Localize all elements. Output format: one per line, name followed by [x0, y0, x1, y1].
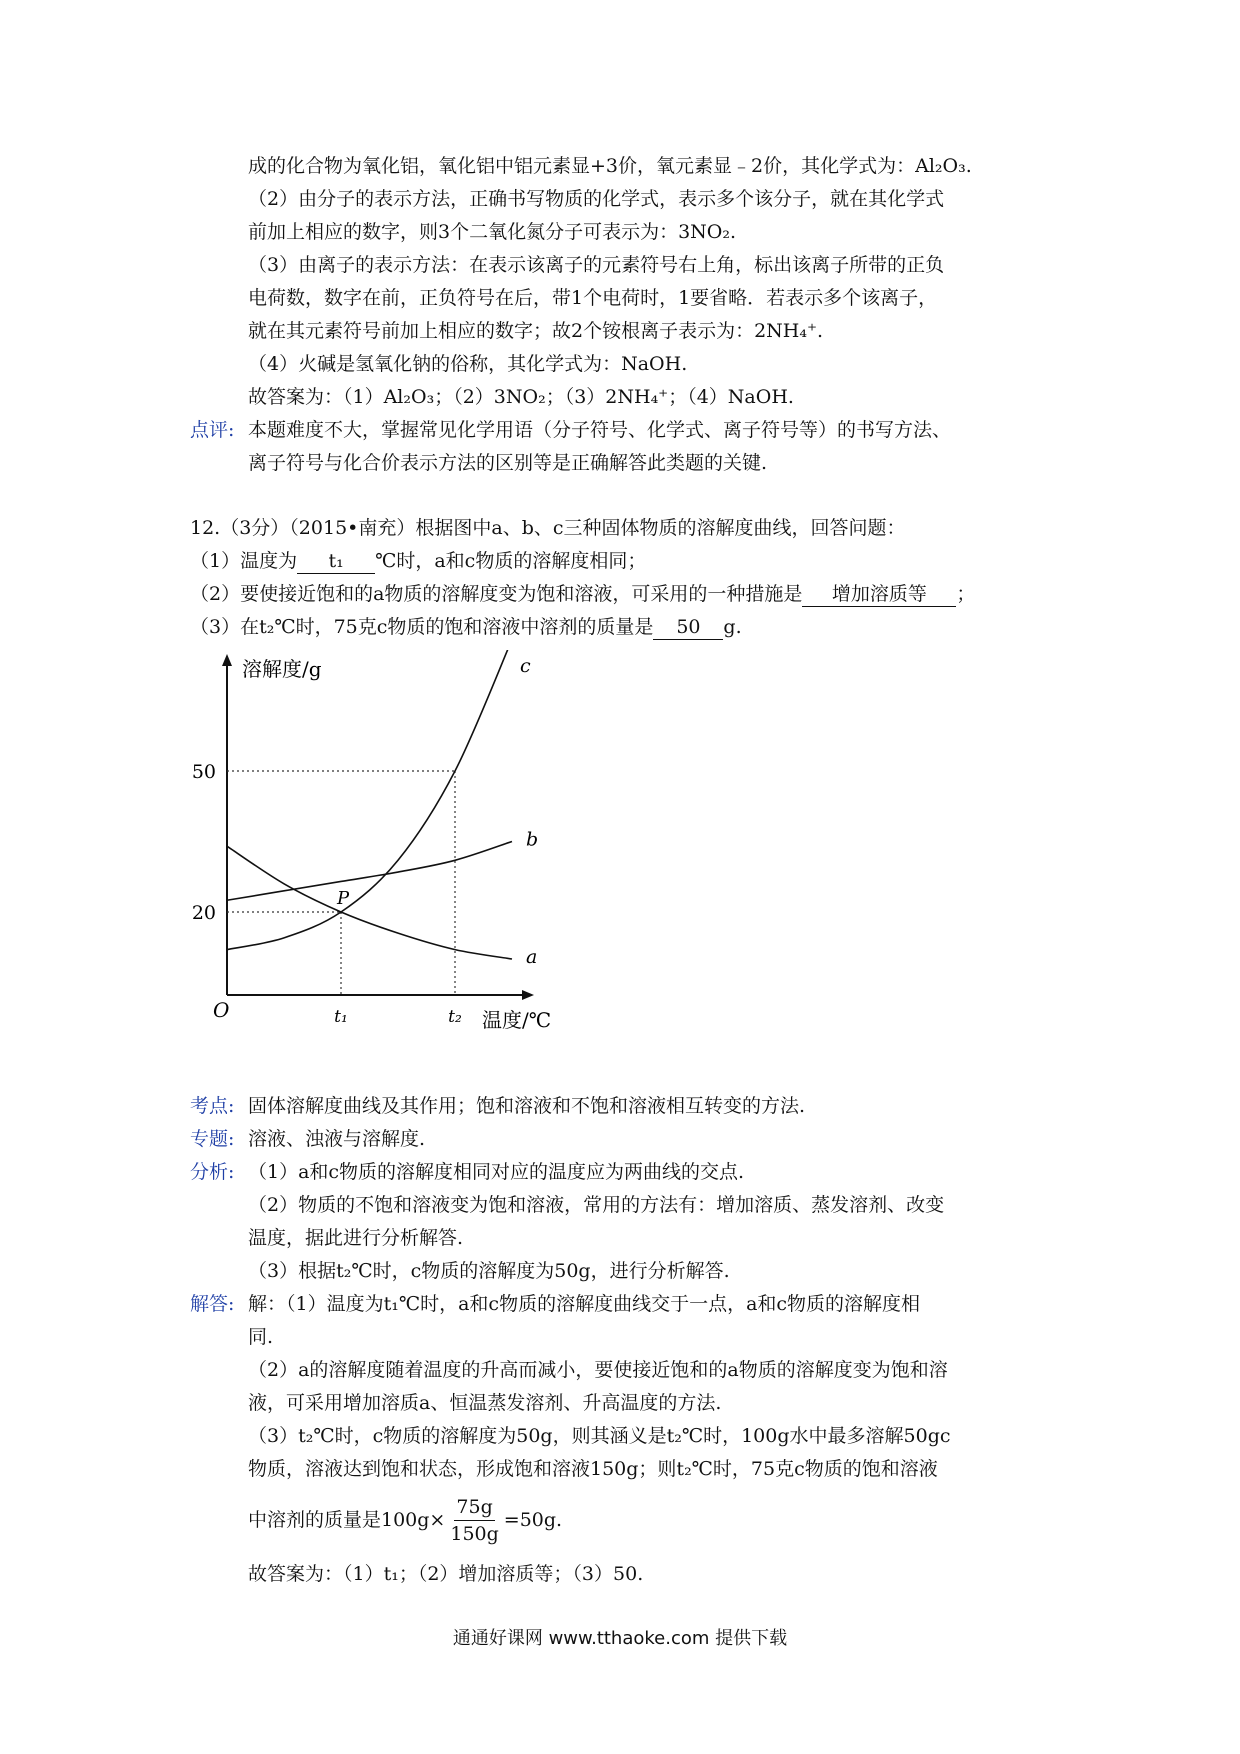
fenxi-line: （2）物质的不饱和溶液变为饱和溶液，常用的方法有：增加溶质、蒸发溶剂、改变	[248, 1194, 945, 1216]
comment-line: 本题难度不大，掌握常见化学用语（分子符号、化学式、离子符号等）的书写方法、	[248, 419, 952, 441]
fenxi-line: 温度，据此进行分析解答.	[248, 1227, 464, 1249]
text-line: 就在其元素符号前加上相应的数字；故2个铵根离子表示为：2NH₄⁺.	[248, 320, 824, 342]
series-label-c: c	[520, 655, 531, 677]
q3-suffix: g.	[723, 616, 742, 638]
jieda-line: （2）a的溶解度随着温度的升高而减小，要使接近饱和的a物质的溶解度变为饱和溶	[248, 1359, 948, 1381]
x-tick-label: t₁	[334, 1007, 348, 1027]
fenxi-tag: 分析:	[190, 1161, 235, 1183]
y-tick-label: 50	[191, 761, 216, 783]
question-part-2	[190, 580, 975, 608]
jieda-line: 液，可采用增加溶质a、恒温蒸发溶剂、升高温度的方法.	[248, 1392, 722, 1414]
q1-suffix: ℃时，a和c物质的溶解度相同；	[375, 550, 647, 572]
curve-c	[227, 650, 512, 950]
q3-answer: 50	[653, 615, 723, 640]
series-label-b: b	[526, 828, 539, 851]
text-line: 成的化合物为氧化铝，氧化铝中铝元素显+3价，氧元素显﹣2价，其化学式为：Al₂O₃.	[248, 155, 972, 177]
q2-answer: 增加溶质等	[802, 582, 956, 607]
guide-lines	[227, 771, 455, 995]
q2-prefix: （2）要使接近饱和的a物质的溶解度变为饱和溶液，可采用的一种措施是	[190, 583, 803, 605]
zhuanti-tag: 专题:	[190, 1128, 235, 1150]
kaodian-text: 固体溶解度曲线及其作用；饱和溶液和不饱和溶液相互转变的方法.	[248, 1095, 806, 1117]
text-line: （3）由离子的表示方法：在表示该离子的元素符号右上角，标出该离子所带的正负	[248, 254, 945, 276]
jieda-line: 解：（1）温度为t₁℃时，a和c物质的溶解度曲线交于一点，a和c物质的溶解度相	[248, 1293, 921, 1315]
chart-labels	[192, 655, 551, 1032]
fraction-numerator: 75g	[454, 1494, 494, 1521]
q1-answer: t₁	[297, 549, 375, 574]
q3-prefix: （3）在t₂℃时，75克c物质的饱和溶液中溶剂的质量是	[190, 616, 654, 638]
y-axis-label: 溶解度/g	[242, 657, 322, 681]
zhuanti-text: 溶液、浊液与溶解度.	[248, 1128, 426, 1150]
text-line: 故答案为：（1）Al₂O₃；（2）3NO₂；（3）2NH₄⁺；（4）NaOH.	[248, 386, 794, 408]
q1-prefix: （1）温度为	[190, 550, 298, 572]
jieda-line: （3）t₂℃时，c物质的溶解度为50g，则其涵义是t₂℃时，100g水中最多溶解50gc	[248, 1425, 951, 1447]
text-line: 电荷数，数字在前，正负符号在后，带1个电荷时，1要省略．若表示多个该离子，	[248, 287, 938, 309]
page-footer: 通通好课网 www.tthaoke.com 提供下载	[452, 1628, 788, 1649]
fenxi-line: （1）a和c物质的溶解度相同对应的温度应为两曲线的交点.	[248, 1161, 745, 1183]
chart-axes	[222, 654, 534, 1000]
jieda-final-answer: 故答案为：（1）t₁；（2）增加溶质等；（3）50.	[248, 1563, 644, 1585]
jieda-line: 物质，溶液达到饱和状态，形成饱和溶液150g；则t₂℃时，75克c物质的饱和溶液	[248, 1458, 938, 1480]
curves	[227, 650, 512, 959]
fraction-denominator: 150g	[450, 1522, 499, 1545]
fraction	[448, 1494, 500, 1547]
y-tick-label: 20	[191, 902, 216, 924]
fenxi-line: （3）根据t₂℃时，c物质的溶解度为50g，进行分析解答.	[248, 1260, 730, 1282]
text-line: 前加上相应的数字，则3个二氧化氮分子可表示为：3NO₂.	[248, 221, 737, 243]
x-axis-label: 温度/℃	[482, 1008, 552, 1032]
question-part-1	[190, 547, 646, 575]
fraction-prefix: 中溶剂的质量是100g×	[248, 1509, 446, 1531]
kaodian-tag: 考点:	[190, 1095, 235, 1117]
solubility-chart	[180, 650, 580, 1050]
series-label-a: a	[526, 946, 538, 968]
comment-tag: 点评:	[190, 419, 235, 441]
jieda-line: 同.	[248, 1326, 274, 1348]
text-line: （4）火碱是氢氧化钠的俗称，其化学式为：NaOH.	[248, 353, 688, 375]
curve-b	[227, 842, 512, 901]
jieda-fraction-line	[248, 1492, 562, 1548]
origin-label: O	[213, 998, 230, 1022]
question-part-3	[190, 613, 742, 641]
comment-line: 离子符号与化合价表示方法的区别等是正确解答此类题的关键.	[248, 452, 768, 474]
intersection-label: P	[337, 888, 350, 909]
x-tick-label: t₂	[448, 1007, 462, 1027]
text-line: （2）由分子的表示方法，正确书写物质的化学式，表示多个该分子，就在其化学式	[248, 188, 945, 210]
q2-suffix: ；	[956, 583, 976, 605]
fraction-suffix: =50g.	[503, 1509, 563, 1531]
question-stem: 12.（3分）（2015•南充）根据图中a、b、c三种固体物质的溶解度曲线，回答问题：	[190, 517, 906, 539]
x-axis-arrow	[522, 990, 534, 1000]
jieda-tag: 解答:	[190, 1293, 235, 1315]
y-axis-arrow	[222, 654, 232, 666]
